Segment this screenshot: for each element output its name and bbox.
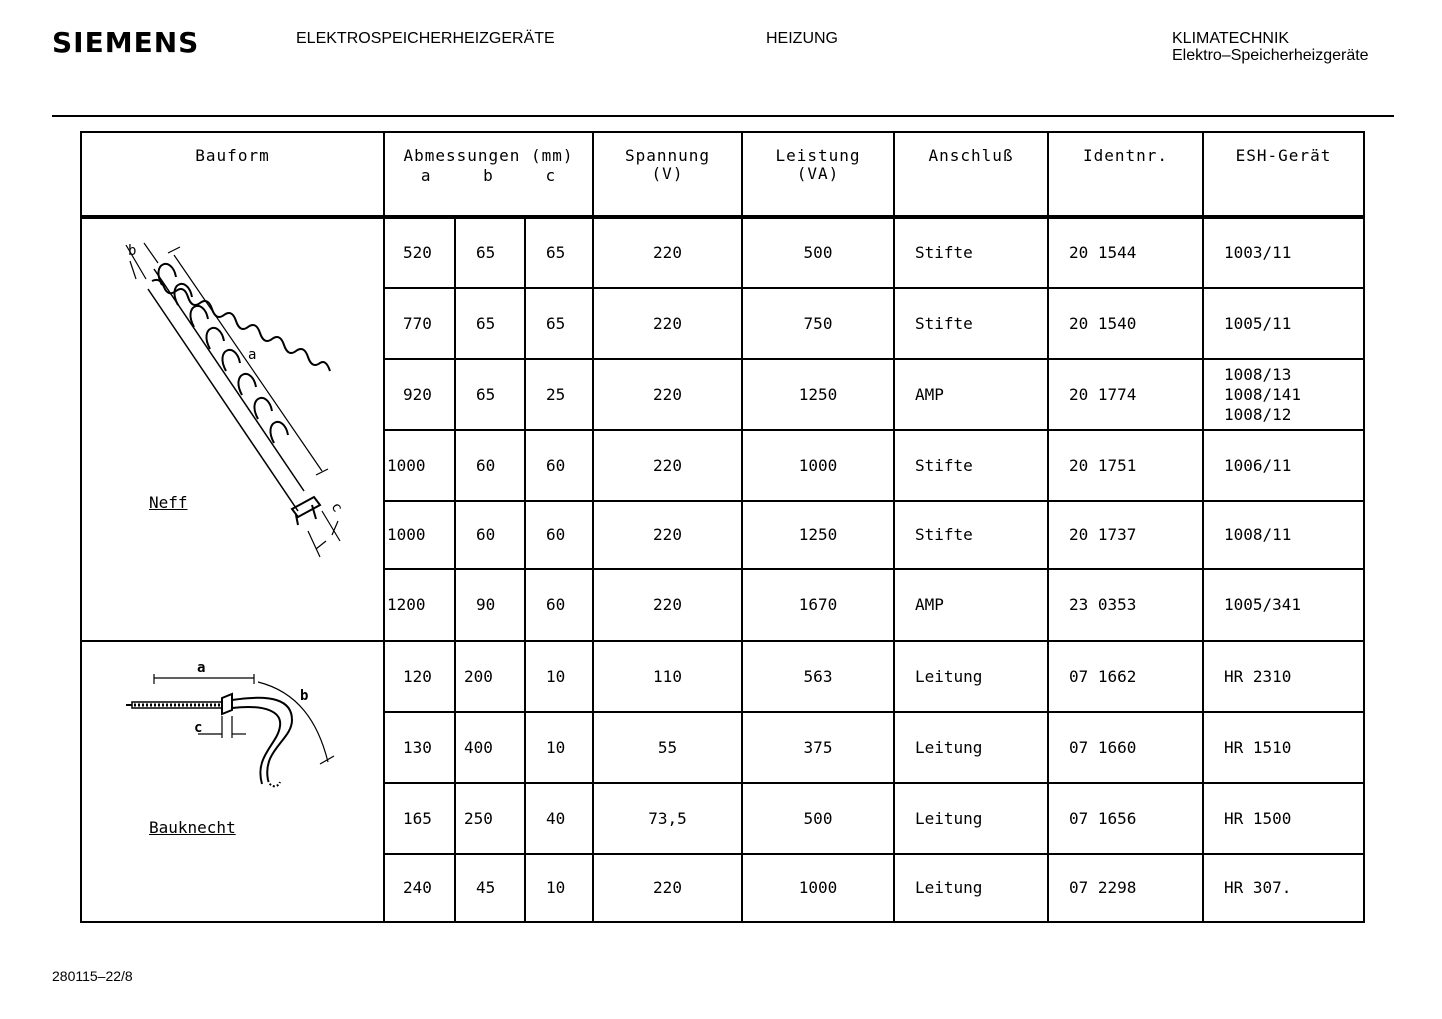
cell-anschluss: Stifte (894, 217, 1048, 288)
header-area-line1: KLIMATECHNIK (1172, 30, 1290, 47)
cell-leistung: 1250 (742, 501, 894, 569)
bauknecht-dim-a: a (197, 660, 206, 676)
bauknecht-dim-b: b (300, 688, 309, 704)
neff-dim-b: b (128, 243, 137, 259)
cell-c: 10 (525, 712, 593, 783)
cell-a: 130 (384, 712, 455, 783)
table-row (81, 217, 1364, 288)
cell-a: 120 (384, 641, 455, 712)
cell-spannung: 220 (593, 217, 742, 288)
cell-spannung: 220 (593, 359, 742, 430)
cell-identnr: 07 1662 (1048, 641, 1203, 712)
cell-c: 60 (525, 569, 593, 641)
cell-leistung: 500 (742, 783, 894, 854)
col-esh: ESH-Gerät (1203, 132, 1364, 217)
cell-spannung: 220 (593, 430, 742, 501)
col-abmessungen (384, 132, 593, 217)
cell-identnr: 20 1540 (1048, 288, 1203, 359)
cell-identnr: 07 1660 (1048, 712, 1203, 783)
cell-a: 240 (384, 854, 455, 922)
neff-dim-c: c (327, 499, 346, 516)
abmessungen-label: Abmessungen (mm) (403, 146, 574, 165)
cell-b: 65 (455, 288, 525, 359)
table-row (81, 641, 1364, 712)
cell-b: 65 (455, 359, 525, 430)
cell-b: 200 (455, 641, 525, 712)
maker-neff: Neff (149, 493, 188, 512)
cell-identnr: 07 2298 (1048, 854, 1203, 922)
bauform-neff (81, 217, 384, 641)
cell-leistung: 1000 (742, 854, 894, 922)
cell-esh: HR 2310 (1203, 641, 1364, 712)
cell-identnr: 20 1737 (1048, 501, 1203, 569)
cell-c: 60 (525, 430, 593, 501)
col-anschluss: Anschluß (894, 132, 1048, 217)
cell-leistung: 1000 (742, 430, 894, 501)
cell-c: 40 (525, 783, 593, 854)
cell-identnr: 20 1774 (1048, 359, 1203, 430)
siemens-logo: SIEMENS (52, 26, 200, 59)
cell-leistung: 750 (742, 288, 894, 359)
cell-esh: 1005/341 (1203, 569, 1364, 641)
col-spannung: Spannung (V) (593, 132, 742, 217)
cell-esh: 1006/11 (1203, 430, 1364, 501)
cell-b: 250 (455, 783, 525, 854)
cell-leistung: 1670 (742, 569, 894, 641)
cell-b: 60 (455, 430, 525, 501)
header-section: HEIZUNG (766, 30, 838, 47)
cell-esh: 1005/11 (1203, 288, 1364, 359)
cell-a: 1000 (384, 430, 455, 501)
header-divider (52, 115, 1394, 117)
cell-c: 60 (525, 501, 593, 569)
cell-b: 90 (455, 569, 525, 641)
cell-spannung: 55 (593, 712, 742, 783)
doc-number: 280115–22/8 (52, 968, 133, 984)
maker-bauknecht: Bauknecht (149, 818, 236, 837)
cell-spannung: 220 (593, 854, 742, 922)
cell-a: 520 (384, 217, 455, 288)
cell-esh: HR 1500 (1203, 783, 1364, 854)
cell-spannung: 220 (593, 501, 742, 569)
cell-spannung: 220 (593, 288, 742, 359)
cell-anschluss: Leitung (894, 783, 1048, 854)
cell-leistung: 500 (742, 217, 894, 288)
cell-identnr: 23 0353 (1048, 569, 1203, 641)
cell-identnr: 20 1544 (1048, 217, 1203, 288)
col-bauform: Bauform (81, 132, 384, 217)
cell-leistung: 563 (742, 641, 894, 712)
cell-anschluss: Stifte (894, 288, 1048, 359)
cell-leistung: 1250 (742, 359, 894, 430)
cell-c: 25 (525, 359, 593, 430)
cell-identnr: 20 1751 (1048, 430, 1203, 501)
cell-esh: HR 307. (1203, 854, 1364, 922)
cell-esh: 1008/11 (1203, 501, 1364, 569)
cell-c: 10 (525, 641, 593, 712)
col-identnr: Identnr. (1048, 132, 1203, 217)
cell-b: 65 (455, 217, 525, 288)
cell-a: 770 (384, 288, 455, 359)
header-area-line2: Elektro–Speicherheizgeräte (1172, 47, 1369, 64)
col-leistung: Leistung (VA) (742, 132, 894, 217)
cell-leistung: 375 (742, 712, 894, 783)
cell-spannung: 220 (593, 569, 742, 641)
bauknecht-dim-c: c (194, 720, 203, 736)
neff-heater-diagram (82, 219, 385, 643)
cell-esh: HR 1510 (1203, 712, 1364, 783)
cell-anschluss: AMP (894, 569, 1048, 641)
dim-b-label: b (483, 166, 494, 185)
cell-esh: 1003/11 (1203, 217, 1364, 288)
cell-spannung: 110 (593, 641, 742, 712)
cell-anschluss: AMP (894, 359, 1048, 430)
dim-a-label: a (420, 166, 432, 185)
cell-anschluss: Leitung (894, 641, 1048, 712)
dim-c-label: c (545, 166, 557, 185)
cell-anschluss: Leitung (894, 854, 1048, 922)
cell-anschluss: Leitung (894, 712, 1048, 783)
cell-anschluss: Stifte (894, 501, 1048, 569)
cell-esh: 1008/13 1008/141 1008/12 (1203, 359, 1364, 430)
cell-b: 400 (455, 712, 525, 783)
cell-a: 165 (384, 783, 455, 854)
cell-c: 10 (525, 854, 593, 922)
cell-c: 65 (525, 288, 593, 359)
header-row (81, 132, 1364, 217)
bauknecht-heater-diagram (82, 642, 385, 922)
bauform-bauknecht (81, 641, 384, 922)
cell-b: 45 (455, 854, 525, 922)
cell-b: 60 (455, 501, 525, 569)
cell-a: 1200 (384, 569, 455, 641)
header-area (1172, 30, 1369, 64)
neff-dim-a: a (248, 347, 257, 363)
cell-c: 65 (525, 217, 593, 288)
cell-identnr: 07 1656 (1048, 783, 1203, 854)
header-category: ELEKTROSPEICHERHEIZGERÄTE (296, 30, 555, 47)
cell-anschluss: Stifte (894, 430, 1048, 501)
cell-a: 920 (384, 359, 455, 430)
cell-a: 1000 (384, 501, 455, 569)
cell-spannung: 73,5 (593, 783, 742, 854)
spec-table (80, 131, 1365, 923)
